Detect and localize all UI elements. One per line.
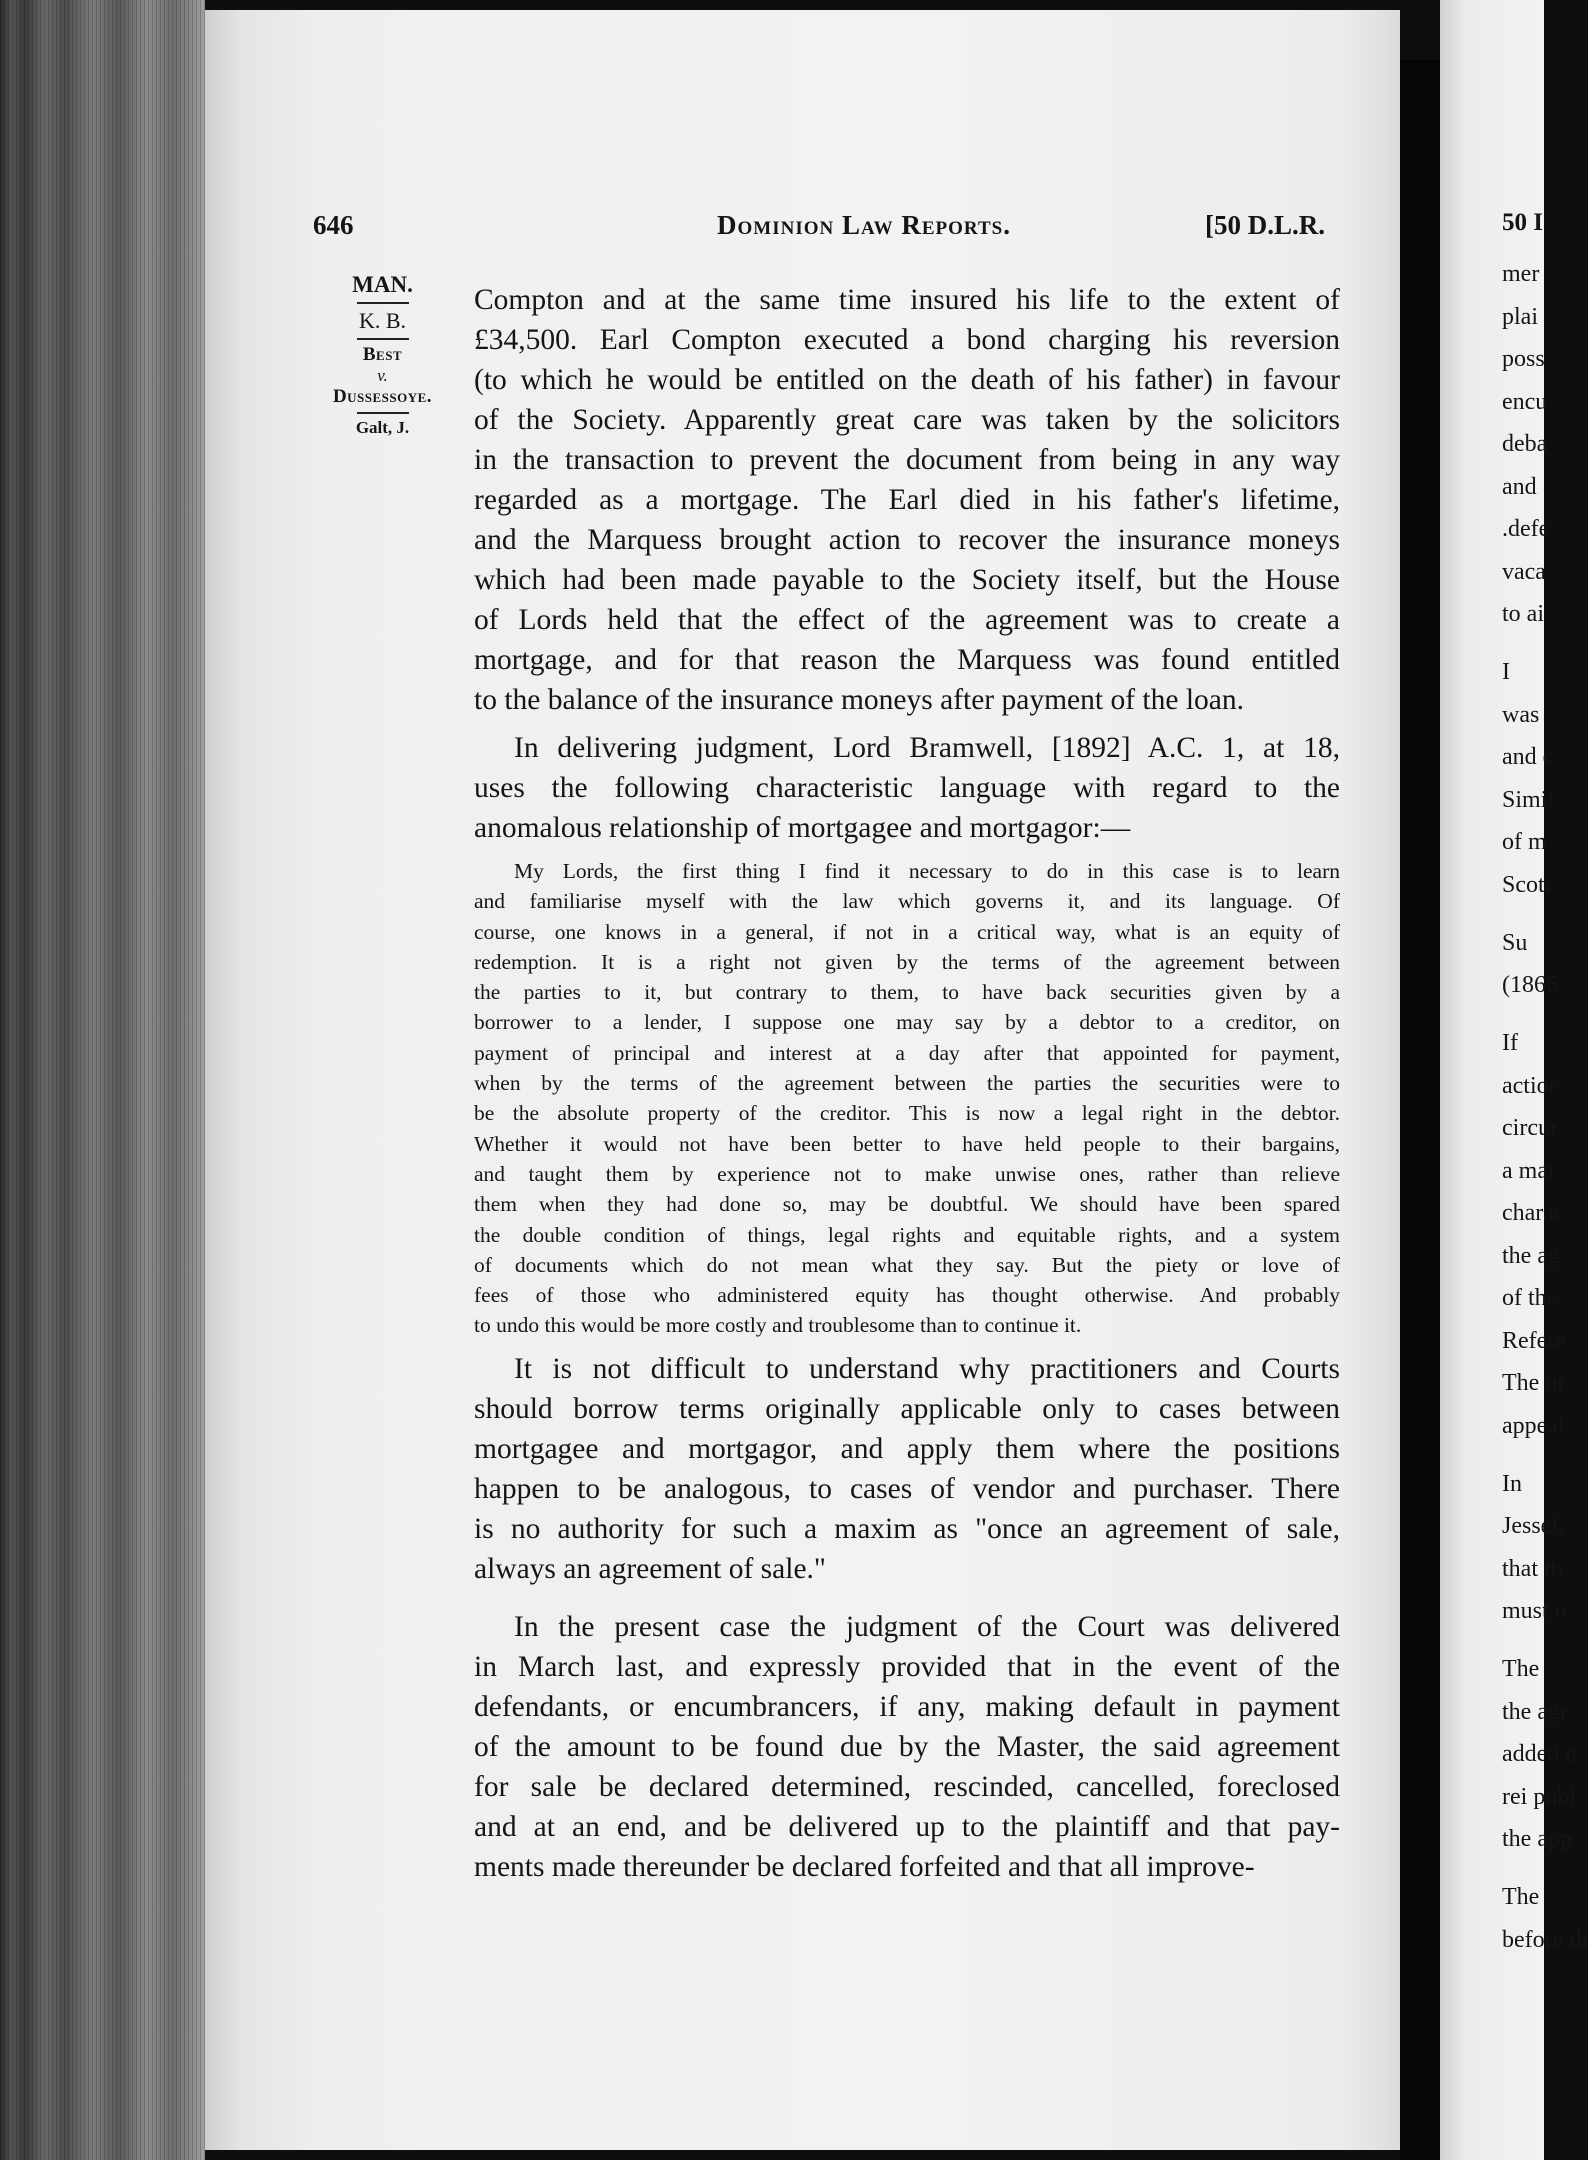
text-line: which had been made payable to the Society itself, but the House: [474, 564, 1340, 596]
page-number: 646: [313, 210, 354, 240]
bench-label: K. B.: [358, 308, 407, 333]
paragraph: [474, 728, 1340, 848]
text-line: of the Society. Apparently great care was taken by the solicitors: [474, 404, 1340, 436]
plaintiff-name: Best: [362, 344, 403, 365]
text-line: £34,500. Earl Compton executed a bond charging his reversion: [474, 324, 1340, 356]
facing-page-line: circur: [1502, 1115, 1558, 1141]
facing-page-line: mer: [1502, 261, 1540, 287]
facing-page-header: 50 I: [1502, 209, 1543, 236]
facing-page-line: Su: [1502, 929, 1528, 956]
margin-rule: [357, 338, 409, 340]
text-line: of documents which do not mean what they say. But the piety or love of: [474, 1252, 1340, 1277]
facing-page-line: charac: [1502, 1200, 1565, 1226]
paragraph: [474, 280, 1340, 720]
facing-page-line: of the: [1502, 1285, 1558, 1311]
text-line: and at an end, and be delivered up to the plaintiff and that pay-: [474, 1810, 1340, 1843]
text-line: in March last, and expressly provided that in the event of the: [474, 1650, 1340, 1683]
facing-page-line: deba: [1502, 431, 1548, 457]
text-line: happen to be analogous, to cases of vendor and purchaser. There: [474, 1472, 1340, 1505]
facing-page-line: and: [1502, 473, 1537, 500]
text-line: and familiarise myself with the law which governs it, and its language. Of: [474, 889, 1340, 914]
text-line: In delivering judgment, Lord Bramwell, [1892] A.C. 1, at 18,: [514, 732, 1340, 764]
facing-page-line: must n: [1502, 1598, 1567, 1624]
text-line: mortgage, and for that reason the Marquess was found entitled: [474, 644, 1340, 676]
facing-page-line: the agr: [1502, 1698, 1568, 1725]
facing-page-line: poss: [1502, 346, 1545, 372]
volume-reference: [50 D.L.R.: [1205, 210, 1325, 240]
facing-page-line: was: [1502, 701, 1540, 728]
text-line: redemption. It is a right not given by the terms of the agreement between: [474, 949, 1340, 974]
facing-page-line: added u: [1502, 1741, 1578, 1767]
facing-page-line: that th: [1502, 1555, 1563, 1582]
facing-page-line: vaca: [1502, 558, 1546, 585]
text-line: for sale be declared determined, rescinded, cancelled, foreclosed: [474, 1770, 1340, 1803]
text-line: anomalous relationship of mortgagee and mortgagor:—: [474, 812, 1131, 844]
text-line: and the Marquess brought action to recover the insurance moneys: [474, 524, 1340, 556]
facing-page-line: Scott: [1502, 871, 1552, 898]
facing-page-line: appeal: [1502, 1412, 1565, 1439]
page-gutter: [1400, 60, 1440, 2160]
facing-page-line: If: [1502, 1030, 1518, 1056]
margin-rule: [357, 412, 409, 414]
running-title: Dominion Law Reports.: [717, 210, 1011, 240]
margin-notes: [305, 272, 460, 438]
text-line: and taught them by experience not to make unwise ones, rather than relieve: [474, 1161, 1340, 1186]
facing-page-line: actior: [1502, 1072, 1557, 1099]
facing-page-line: the app: [1502, 1826, 1572, 1852]
text-line: regarded as a mortgage. The Earl died in his father's lifetime,: [474, 484, 1340, 516]
text-line: mortgagee and mortgagor, and apply them where the positions: [474, 1432, 1340, 1465]
facing-page-line: The or: [1502, 1370, 1566, 1396]
facing-page-line: of m: [1502, 829, 1547, 855]
text-line: borrower to a lender, I suppose one may say by a debtor to a creditor, on: [474, 1010, 1340, 1035]
text-line: of Lords held that the effect of the agreement was to create a: [474, 604, 1340, 636]
facing-page-line: Refere: [1502, 1327, 1566, 1354]
facing-page-line: In: [1502, 1470, 1522, 1497]
book-spine: [0, 0, 205, 2160]
text-line: in the transaction to prevent the document from being in any way: [474, 444, 1340, 476]
facing-page-line: the ag: [1502, 1242, 1560, 1269]
text-line: Compton and at the same time insured his life to the extent of: [474, 284, 1340, 316]
text-line: always an agreement of sale.": [474, 1552, 826, 1585]
text-line: is no authority for such a maxim as "once an agreement of sale,: [474, 1512, 1340, 1545]
text-line: when by the terms of the agreement between the parties the securities were to: [474, 1071, 1340, 1096]
text-line: fees of those who administered equity has thought otherwise. And probably: [474, 1283, 1340, 1308]
text-line: (to which he would be entitled on the death of his father) in favour: [474, 364, 1340, 396]
text-line: defendants, or encumbrancers, if any, making default in payment: [474, 1690, 1340, 1723]
facing-page-line: before th: [1502, 1926, 1588, 1953]
facing-page-line: I: [1502, 659, 1510, 685]
facing-page-line: rei publ: [1502, 1783, 1576, 1810]
judge-name: Galt, J.: [355, 418, 410, 437]
text-line: should borrow terms originally applicable only to cases between: [474, 1392, 1340, 1425]
facing-page-line: a mat: [1502, 1157, 1555, 1184]
facing-page-line: to ai: [1502, 601, 1544, 627]
text-line: the double condition of things, legal rights and equitable rights, and a system: [474, 1222, 1340, 1247]
text-line: to the balance of the insurance moneys after payment of the loan.: [474, 684, 1244, 716]
facing-page-line: and c: [1502, 744, 1554, 770]
book-page: [205, 10, 1400, 2150]
text-line: My Lords, the first thing I find it necessary to do in this case is to learn: [514, 859, 1340, 883]
paragraph: [474, 1607, 1340, 1887]
text-line: to undo this would be more costly and troublesome than to continue it.: [474, 1313, 1082, 1338]
facing-page-line: The: [1502, 1656, 1540, 1682]
versus-label: v.: [377, 366, 388, 385]
block-quote: [474, 856, 1340, 1341]
text-line: be the absolute property of the creditor. This is now a legal right in the debtor.: [474, 1101, 1340, 1126]
text-line: ments made thereunder be declared forfeited and that all improve-: [474, 1850, 1255, 1883]
text-line: of the amount to be found due by the Master, the said agreement: [474, 1730, 1340, 1763]
text-line: Whether it would not have been better to have held people to their bargains,: [474, 1131, 1340, 1156]
facing-page-line: Jessel,: [1502, 1513, 1564, 1539]
text-line: the parties to it, but contrary to them, to have back securities given by a: [474, 980, 1340, 1005]
text-line: uses the following characteristic language with regard to the: [474, 772, 1340, 804]
facing-page-line: (1866: [1502, 972, 1558, 998]
facing-page-line: encu: [1502, 388, 1548, 415]
text-line: It is not difficult to understand why practitioners and Courts: [514, 1352, 1340, 1385]
text-line: In the present case the judgment of the Court was delivered: [514, 1610, 1340, 1643]
text-line: course, one knows in a general, if not in a critical way, what is an equity of: [474, 919, 1340, 944]
text-line: them when they had done so, may be doubtful. We should have been spared: [474, 1192, 1340, 1217]
text-line: payment of principal and interest at a day after that appointed for payment,: [474, 1040, 1340, 1065]
paragraph: [474, 1349, 1340, 1589]
facing-page-line: Simil: [1502, 786, 1555, 813]
facing-page-line: .defe: [1502, 516, 1550, 542]
facing-page: [1440, 0, 1588, 2160]
margin-rule: [357, 302, 409, 304]
body-text: [474, 280, 1340, 1887]
facing-page-line: plai: [1502, 303, 1538, 330]
facing-page-line: The: [1502, 1884, 1540, 1910]
defendant-name: Dussessoye.: [332, 386, 433, 407]
court-label: MAN.: [352, 272, 413, 297]
